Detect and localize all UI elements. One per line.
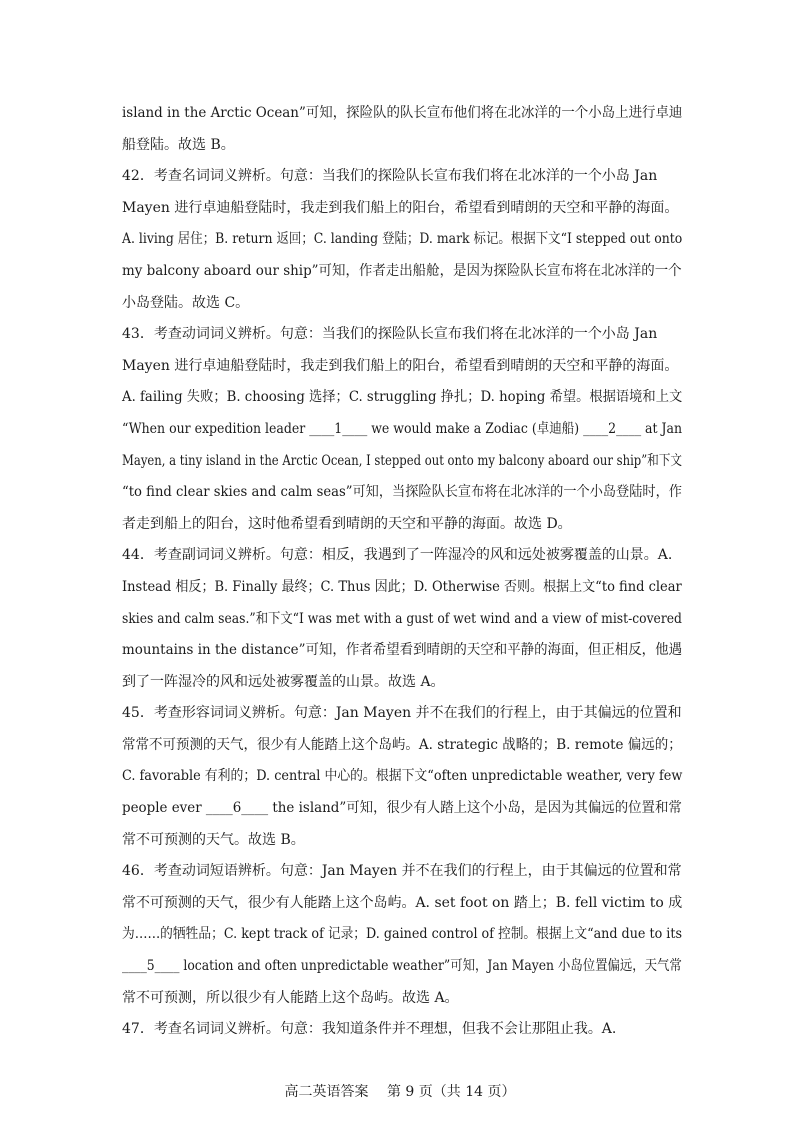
text-line: 47．考查名词词义辨析。句意：我知道条件并不理想，但我不会让那阻止我。A. [122,1021,617,1038]
text-line: C. favorable 有利的；D. central 中心的。根据下文“often unpredictable weather, very few [122,768,683,785]
text-line: 小岛登陆。故选 C。 [122,294,250,311]
text-line: 43．考查动词词义辨析。句意：当我们的探险队长宣布我们将在北冰洋的一个小岛 Jan [122,326,658,343]
text-line: island in the Arctic Ocean”可知，探险队的队长宣布他们将在北冰洋的一个小岛上进行卓迪 [122,105,683,121]
text-line: “When our expedition leader ____1____ we would make a Zodiac (卓迪船) ____2____ at Jan [122,420,683,437]
text-line: skies and calm seas.”和下文“I was met with a gust of wet wind and a view of mist-covered [122,610,682,627]
text-line: 者走到船上的阳台，这时他希望看到晴朗的天空和平静的海面。故选 D。 [122,515,572,532]
text-line: 常不可预测的天气，很少有人能踏上这个岛屿。A. set foot on 踏上；B. fell victim to 成 [122,894,683,911]
text-line: 45．考查形容词词义辨析。句意：Jan Mayen 并不在我们的行程上，由于其偏远的位置和 [122,705,682,722]
text-line: people ever ____6____ the island”可知，很少有人踏上这个小岛，是因为其偏远的位置和常 [122,800,682,817]
text-line: mountains in the distance”可知，作者希望看到晴朗的天空和平静的海面，但正相反，他遇 [122,642,683,659]
text-line: A. living 居住；B. return 返回；C. landing 登陆；D. mark 标记。根据下文“I stepped out onto [122,231,683,248]
text-line: “to find clear skies and calm seas”可知，当探险队长宣布将在北冰洋的一个小岛登陆时，作 [122,484,682,501]
text-line: ____5____ location and often unpredictable weather”可知，Jan Mayen 小岛位置偏远，天气常 [122,958,682,975]
text-line: Mayen, a tiny island in the Arctic Ocean, I stepped out onto my balcony aboard our ship”和下文 [122,452,683,469]
text-line: 常不可预测的天气。故选 B。 [122,831,305,848]
text-line: 42．考查名词词义辨析。句意：当我们的探险队长宣布我们将在北冰洋的一个小岛 Jan [122,168,658,185]
text-line: 船登陆。故选 B。 [122,136,235,153]
text-line: Mayen 进行卓迪船登陆时，我走到我们船上的阳台，希望看到晴朗的天空和平静的海面。 [122,199,679,216]
text-line: A. failing 失败；B. choosing 选择；C. struggling 挣扎；D. hoping 希望。根据语境和上文 [122,389,683,406]
page-footer: 高二英语答案 第 9 页（共 14 页） [284,1084,516,1100]
text-line: 44．考查副词词义辨析。句意：相反，我遇到了一阵湿冷的风和远处被雾覆盖的山景。A. [122,547,673,564]
text-line: Instead 相反；B. Finally 最终；C. Thus 因此；D. Otherwise 否则。根据上文“to find clear [122,578,682,595]
text-line: my balcony aboard our ship”可知，作者走出船舱，是因为探险队长宣布将在北冰洋的一个 [122,262,682,279]
text-line: 常不可预测，所以很少有人能踏上这个岛屿。故选 A。 [122,989,459,1006]
text-line: 为……的牺牲品；C. kept track of 记录；D. gained control of 控制。根据上文“and due to its [122,926,683,943]
text-line: 常常不可预测的天气，很少有人能踏上这个岛屿。A. strategic 战略的；B. remote 偏远的； [122,736,682,753]
text-line: 到了一阵湿冷的风和远处被雾覆盖的山景。故选 A。 [122,673,445,690]
answer-explanations [122,98,682,1046]
text-line: 46．考查动词短语辨析。句意：Jan Mayen 并不在我们的行程上，由于其偏远的位置和常 [122,863,682,880]
text-line: Mayen 进行卓迪船登陆时，我走到我们船上的阳台，希望看到晴朗的天空和平静的海面。 [122,357,679,374]
